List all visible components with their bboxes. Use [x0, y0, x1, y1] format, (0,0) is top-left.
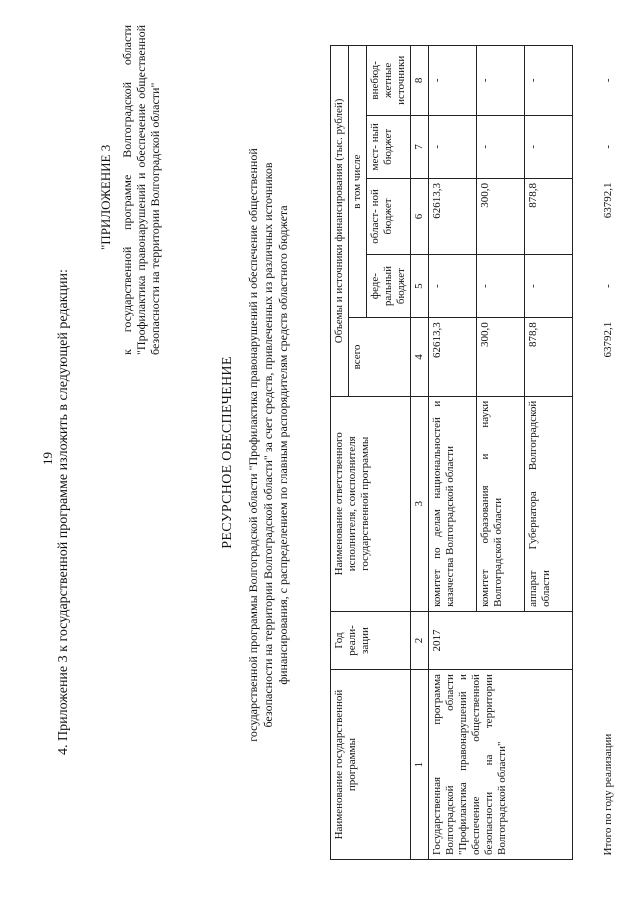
header-local: мест- ный бюджет: [367, 115, 411, 178]
appendix-heading: "ПРИЛОЖЕНИЕ 3: [98, 144, 113, 250]
extra-cell: -: [477, 46, 525, 116]
total-row: [573, 46, 617, 860]
executor-cell: комитет по делам национальностей и казачества Волгоградской области: [429, 396, 477, 611]
header-total: всего: [349, 318, 411, 396]
column-number: 2: [411, 611, 429, 669]
federal-cell: -: [429, 254, 477, 317]
column-number: 8: [411, 46, 429, 116]
header-extrabudget: внебюд- жетные источники: [367, 46, 411, 116]
total-row-regional: 63792,1: [573, 178, 617, 254]
section-subtitle: государственной программы Волгоградской области "Профилактика правонарушений и обеспечение общественной безопасности на территории Волгоградской области" за счет средств, привлеченных из различных источников финансирования, с распределением по главным распорядителям средств областного бюджета: [246, 148, 290, 742]
page-number: 19: [40, 452, 55, 465]
executor-cell: комитет образования и науки Волгоградской области: [477, 396, 525, 611]
total-row-local: -: [573, 115, 617, 178]
extra-cell: -: [429, 46, 477, 116]
total-row-total: 63792,1: [573, 318, 617, 396]
header-federal: феде- ральный бюджет: [367, 254, 411, 317]
total-row-label: Итого по году реализации: [573, 396, 617, 859]
header-regional: област- ной бюджет: [367, 178, 411, 254]
total-cell: 62613,3: [429, 318, 477, 396]
total-cell: 878,8: [525, 318, 573, 396]
federal-cell: -: [477, 254, 525, 317]
extra-cell: -: [525, 46, 573, 116]
column-number: 1: [411, 670, 429, 860]
total-row-extra: -: [573, 46, 617, 116]
column-number: 5: [411, 254, 429, 317]
column-number-row: [411, 46, 429, 860]
column-number: 7: [411, 115, 429, 178]
resource-table: [330, 45, 617, 860]
local-cell: -: [477, 115, 525, 178]
federal-cell: -: [525, 254, 573, 317]
intro-line: 4. Приложение 3 к государственной программе изложить в следующей редакции:: [56, 269, 71, 755]
local-cell: -: [429, 115, 477, 178]
section-title: РЕСУРСНОЕ ОБЕСПЕЧЕНИЕ: [220, 356, 235, 549]
total-cell: 300,0: [477, 318, 525, 396]
regional-cell: 878,8: [525, 178, 573, 254]
regional-cell: 300,0: [477, 178, 525, 254]
total-row-federal: -: [573, 254, 617, 317]
header-program-name: Наименование государственной программы: [331, 670, 411, 860]
column-number: 4: [411, 318, 429, 396]
header-volumes: Объемы и источники финансирования (тыс. рублей): [331, 46, 349, 397]
header-including: в том числе: [349, 46, 367, 318]
local-cell: -: [525, 115, 573, 178]
appendix-reference: к государственной программе Волгоградской области "Профилактика правонарушений и обеспечение общественной безопасности на территории Волгоградской области": [120, 25, 162, 355]
header-year: Год реали- зации: [331, 611, 411, 669]
header-executor: Наименование ответственного исполнителя, соисполнителя государственной программы: [331, 396, 411, 611]
table-row: [429, 46, 477, 860]
year-cell: 2017: [429, 611, 573, 669]
regional-cell: 62613,3: [429, 178, 477, 254]
program-name-cell: Государственная программа Волгоградской области "Профилактика правонарушений и обеспечение общественной безопасности на территории Волгоградской области": [429, 670, 573, 860]
column-number: 6: [411, 178, 429, 254]
executor-cell: аппарат Губернатора Волгоградской области: [525, 396, 573, 611]
column-number: 3: [411, 396, 429, 611]
